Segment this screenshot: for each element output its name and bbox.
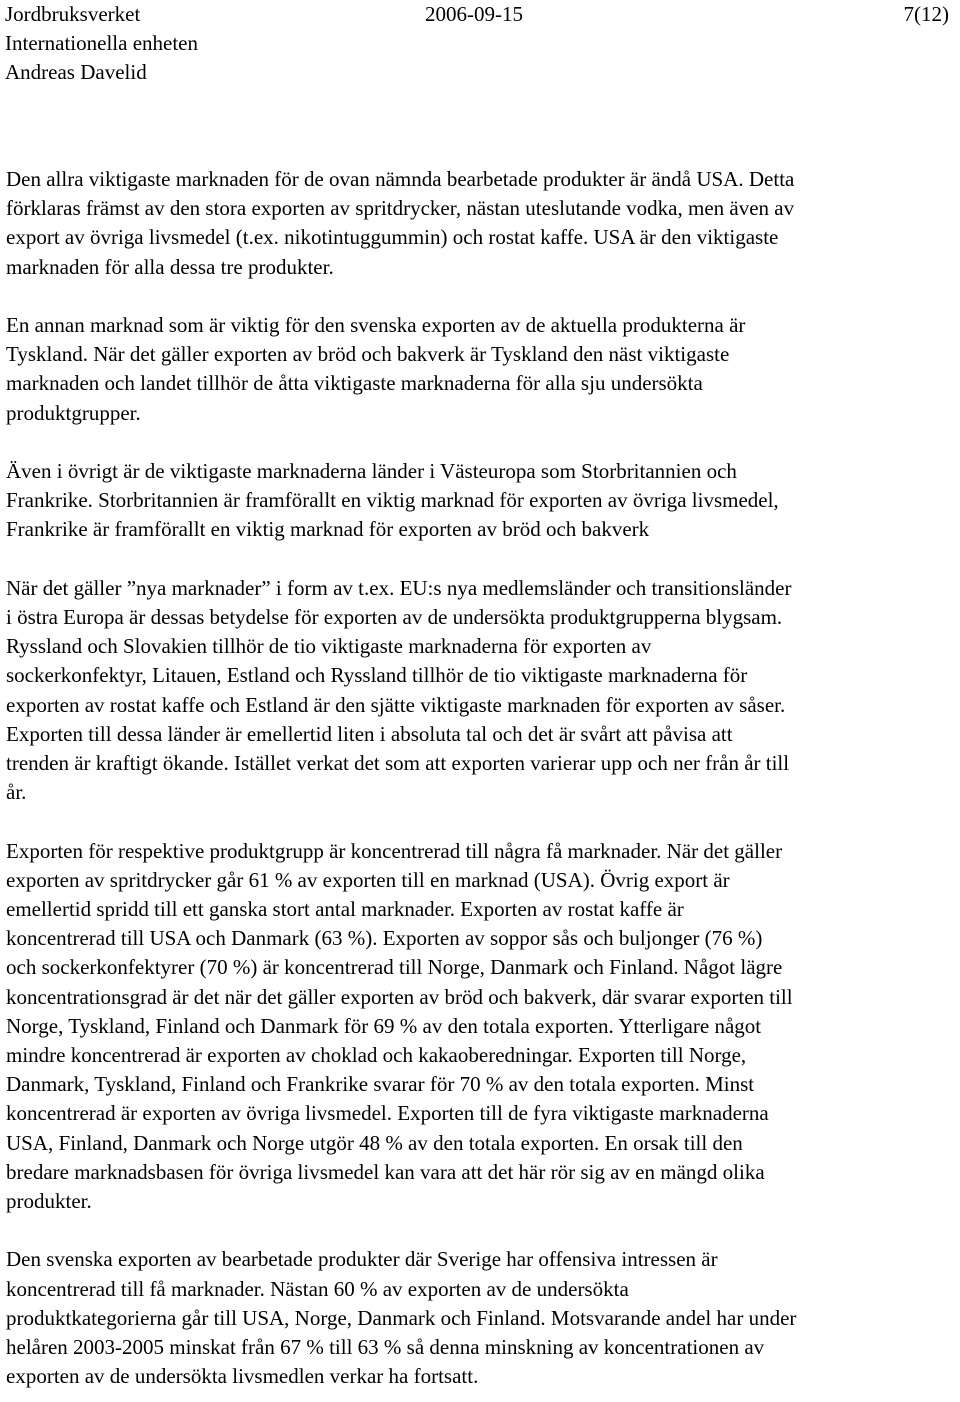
text-line: Exporten till dessa länder är emellertid liten i absoluta tal och det är svårt att påvisa att — [6, 721, 733, 746]
text-line: koncentrerad till USA och Danmark (63 %). Exporten av soppor sås och buljonger (76 %) — [6, 926, 763, 951]
paragraph — [6, 1245, 954, 1391]
header-left-block — [5, 0, 198, 87]
text-line: exporten av spritdrycker går 61 % av exporten till en marknad (USA). Övrig export är — [6, 867, 730, 892]
text-line: produktkategorierna går till USA, Norge, Danmark och Finland. Motsvarande andel har under — [6, 1305, 797, 1330]
text-line: emellertid spridd till ett ganska stort antal marknader. Exporten av rostat kaffe är — [6, 897, 684, 922]
text-line: En annan marknad som är viktig för den svenska exporten av de aktuella produkterna är — [6, 313, 746, 337]
text-line: Tyskland. När det gäller exporten av bröd och bakverk är Tyskland den näst viktigaste — [6, 342, 730, 367]
text-line: export av övriga livsmedel (t.ex. nikotintuggummin) och rostat kaffe. USA är den viktigaste — [6, 225, 779, 250]
header-organization: Jordbruksverket — [5, 2, 141, 26]
text-line: mindre koncentrerad är exporten av choklad och kakaoberedningar. Exporten till Norge, — [6, 1043, 747, 1068]
text-line: koncentrationsgrad är det när det gäller exporten av bröd och bakverk, där svarar exporten till — [6, 984, 793, 1009]
paragraph — [6, 457, 954, 545]
text-line: helåren 2003-2005 minskat från 67 % till 63 % så denna minskning av koncentrationen av — [6, 1335, 765, 1360]
text-line: marknaden och landet tillhör de åtta viktigaste marknaderna för alla sju undersökta — [6, 371, 703, 396]
text-line: Ryssland och Slovakien tillhör de tio viktigaste marknaderna för exporten av — [6, 634, 652, 659]
text-line: Den allra viktigaste marknaden för de ovan nämnda bearbetade produkter är ändå USA. Detta — [6, 167, 795, 191]
header-unit: Internationella enheten — [5, 31, 198, 55]
text-line: produktgrupper. — [6, 400, 141, 425]
text-line: trenden är kraftigt ökande. Istället verkat det som att exporten varierar upp och ner från år till — [6, 751, 790, 776]
text-line: koncentrerad till få marknader. Nästan 60 % av exporten av de undersökta — [6, 1276, 629, 1301]
header-page-number: 7(12) — [903, 2, 949, 26]
paragraph — [6, 837, 954, 1217]
text-line: Den svenska exporten av bearbetade produkter där Sverige har offensiva intressen är — [6, 1247, 718, 1272]
text-line: marknaden för alla dessa tre produkter. — [6, 254, 334, 279]
text-line: förklaras främst av den stora exporten av spritdrycker, nästan uteslutande vodka, men även av — [6, 196, 795, 221]
header-right-block — [904, 0, 950, 29]
text-line: Frankrike är framförallt en viktig marknad för exporten av bröd och bakverk — [6, 517, 650, 542]
text-line: USA, Finland, Danmark och Norge utgör 48 % av den totala exporten. En orsak till den — [6, 1130, 743, 1155]
document-body — [6, 165, 954, 1391]
text-line: i östra Europa är dessas betydelse för exporten av de undersökta produktgrupperna blygsam. — [6, 605, 783, 629]
text-line: Norge, Tyskland, Finland och Danmark för 69 % av den totala exporten. Ytterligare något — [6, 1013, 762, 1038]
header-date: 2006-09-15 — [425, 2, 523, 26]
text-line: bredare marknadsbasen för övriga livsmedel kan vara att det här rör sig av en mängd olika — [6, 1159, 765, 1184]
text-line: koncentrerad är exporten av övriga livsmedel. Exporten till de fyra viktigaste marknaderna — [6, 1101, 769, 1126]
text-line: exporten av rostat kaffe och Estland är den sjätte viktigaste marknaden för exporten av såser. — [6, 692, 786, 717]
text-line: produkter. — [6, 1189, 92, 1214]
text-line: Exporten för respektive produktgrupp är koncentrerad till några få marknader. När det gäller — [6, 838, 783, 863]
text-line: och sockerkonfektyrer (70 %) är koncentrerad till Norge, Danmark och Finland. Något lägre — [6, 955, 783, 980]
header-author: Andreas Davelid — [5, 60, 147, 84]
text-line: Danmark, Tyskland, Finland och Frankrike svarar för 70 % av den totala exporten. Minst — [6, 1072, 755, 1097]
header-center-block — [425, 0, 523, 29]
text-line: När det gäller ”nya marknader” i form av t.ex. EU:s nya medlemsländer och transitionsländer — [6, 575, 792, 600]
paragraph — [6, 311, 954, 428]
text-line: exporten av de undersökta livsmedlen verkar ha fortsatt. — [6, 1364, 479, 1389]
paragraph — [6, 574, 954, 808]
text-line: sockerkonfektyr, Litauen, Estland och Ryssland tillhör de tio viktigaste marknaderna för — [6, 663, 748, 688]
text-line: Även i övrigt är de viktigaste marknaderna länder i Västeuropa som Storbritannien och — [6, 459, 737, 483]
text-line: Frankrike. Storbritannien är framförallt en viktig marknad för exporten av övriga livsmedel, — [6, 488, 779, 513]
text-line: år. — [6, 780, 27, 805]
paragraph — [6, 165, 954, 282]
page-header — [0, 0, 960, 90]
